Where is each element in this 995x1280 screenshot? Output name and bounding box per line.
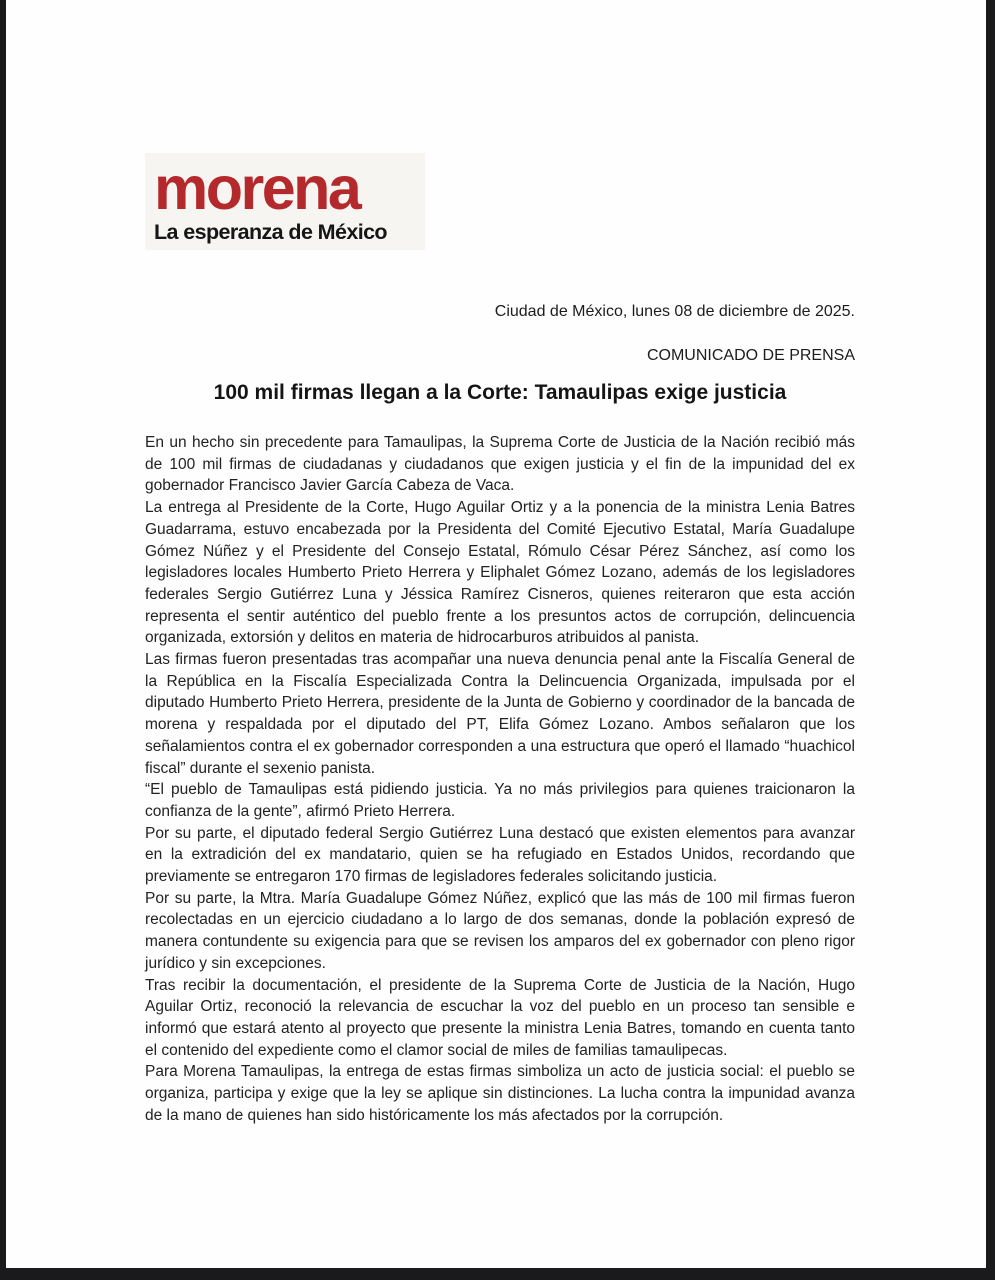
press-release-label: COMUNICADO DE PRENSA xyxy=(646,347,855,364)
paragraph: Para Morena Tamaulipas, la entrega de estas firmas simboliza un acto de justicia social: el pueblo se organiza, participa y exige que la ley se aplique sin distinciones. La lucha contra la impunidad avanza de la mano de quienes han sido históricamente los más afectados por la corrupción. xyxy=(145,1063,855,1124)
body-paragraphs xyxy=(145,432,855,1127)
document-content xyxy=(145,153,855,1127)
paragraph: “El pueblo de Tamaulipas está pidiendo justicia. Ya no más privilegios para quienes traicionaron la confianza de la gente”, afirmó Prieto Herrera. xyxy=(145,781,855,820)
paragraph: Por su parte, el diputado federal Sergio Gutiérrez Luna destacó que existen elementos para avanzar en la extradición del ex mandatario, quien se ha refugiado en Estados Unidos, recordando que previamente se entregaron 170 firmas de legisladores federales solicitando justicia. xyxy=(145,824,855,886)
scan-border-left xyxy=(0,0,6,1280)
morena-logo xyxy=(145,153,425,250)
logo-tagline: La esperanza de México xyxy=(154,219,387,244)
paragraph: Las firmas fueron presentadas tras acompañar una nueva denuncia penal ante la Fiscalía General de la República en la Fiscalía Especializada Contra la Delincuencia Organizada, impulsada por el diputado Humberto Prieto Herrera, presidente de la Junta de Gobierno y coordinador de la bancada de morena y respaldada por el diputado del PT, Elifa Gómez Lozano. Ambos señalaron que los señalamientos contra el ex gobernador corresponden a una estructura que operó el llamado “huachicol fiscal” durante el sexenio panista. xyxy=(145,651,855,777)
scan-border-bottom xyxy=(0,1268,995,1280)
paragraph: En un hecho sin precedente para Tamaulipas, la Suprema Corte de Justicia de la Nación recibió más de 100 mil firmas de ciudadanas y ciudadanos que exigen justicia y el fin de la impunidad del ex gobernador Francisco Javier García Cabeza de Vaca. xyxy=(145,434,855,495)
dateline: Ciudad de México, lunes 08 de diciembre de 2025. xyxy=(494,303,855,320)
paragraph: Por su parte, la Mtra. María Guadalupe Gómez Núñez, explicó que las más de 100 mil firmas fueron recolectadas en un ejercicio ciudadano a lo largo de dos semanas, donde la población expresó de manera contundente su exigencia para que se revisen los amparos del ex gobernador con pleno rigor jurídico y sin excepciones. xyxy=(145,889,855,972)
logo-wordmark: morena xyxy=(154,154,360,222)
headline: 100 mil firmas llegan a la Corte: Tamaulipas exige justicia xyxy=(213,381,787,404)
paragraph: La entrega al Presidente de la Corte, Hugo Aguilar Ortiz y a la ponencia de la ministra Lenia Batres Guadarrama, estuvo encabezada por la Presidenta del Comité Ejecutivo Estatal, María Guadalupe Gómez Núñez y el Presidente del Consejo Estatal, Rómulo César Pérez Sánchez, así como los legisladores locales Humberto Prieto Herrera y Eliphalet Gómez Lozano, además de los legisladores federales Sergio Gutiérrez Luna y Jéssica Ramírez Cisneros, quienes reiteraron que esta acción representa el sentir auténtico del pueblo frente a los presuntos actos de corrupción, delincuencia organizada, extorsión y delitos en materia de hidrocarburos atribuidos al panista. xyxy=(145,499,855,647)
paragraph: Tras recibir la documentación, el presidente de la Suprema Corte de Justicia de la Nación, Hugo Aguilar Ortiz, reconoció la relevancia de escuchar la voz del pueblo en un proceso tan sensible e informó que estará atento al proyecto que presente la ministra Lenia Batres, tomando en cuenta tanto el contenido del expediente como el clamor social de miles de familias tamaulipecas. xyxy=(145,976,855,1059)
scan-border-right xyxy=(986,0,995,1280)
